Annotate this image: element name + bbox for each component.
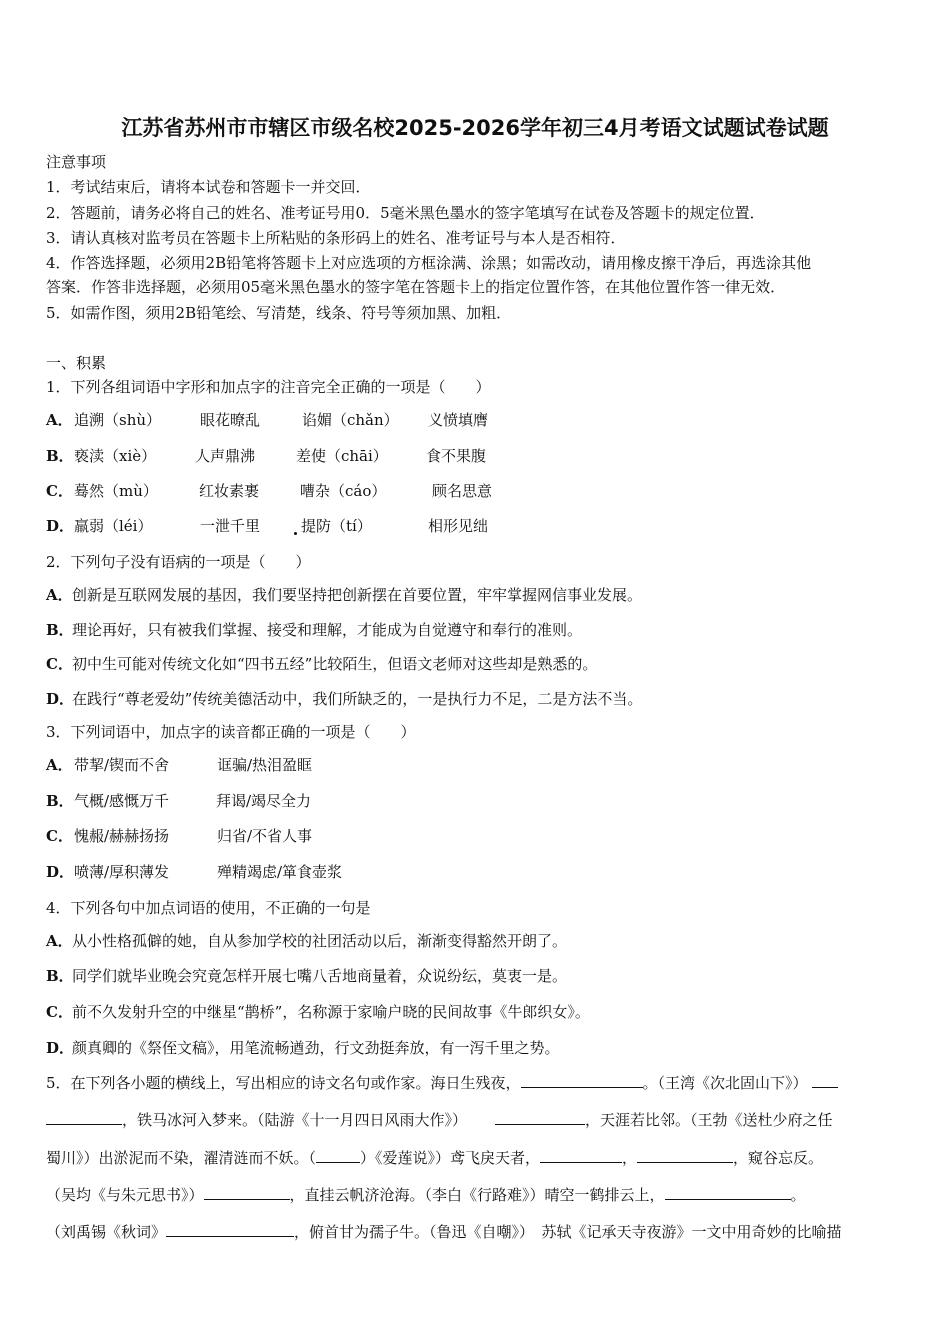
q5-text: 。（王湾《次北固山下》） bbox=[642, 1074, 808, 1092]
q2-option-b bbox=[46, 620, 582, 640]
q5-text: （刘禹锡《秋词》 bbox=[46, 1223, 167, 1241]
q1a-word2: 眼花暸乱 bbox=[200, 411, 261, 429]
option-label: A． bbox=[46, 932, 73, 950]
q5-text: ，天涯若比邻。（王勃《送杜少府之任 bbox=[585, 1111, 833, 1129]
q1b-word1: 亵渎（xiè） bbox=[74, 447, 157, 465]
option-label: D． bbox=[46, 863, 75, 881]
question-2-stem: 2．下列句子没有语病的一项是（ ） bbox=[46, 553, 311, 571]
option-text: 初中生可能对传统文化如“四书五经”比较陌生，但语文老师对这些却是熟悉的。 bbox=[72, 655, 598, 673]
q5-text: ，窥谷忘反。 bbox=[733, 1149, 824, 1167]
answer-blank[interactable] bbox=[521, 1073, 643, 1088]
q1-option-d bbox=[46, 516, 75, 536]
q5-text: 。 bbox=[790, 1186, 806, 1204]
q5-text: （吴均《与朱元思书》） bbox=[46, 1186, 204, 1204]
option-label: C． bbox=[46, 655, 73, 673]
q3-option-b bbox=[46, 791, 72, 811]
answer-blank[interactable] bbox=[166, 1222, 294, 1237]
question-5-line-2 bbox=[46, 1110, 906, 1130]
answer-blank[interactable] bbox=[540, 1148, 622, 1163]
notice-item-3: 3．请认真核对监考员在答题卡上所粘贴的条形码上的姓名、准考证号与本人是否相符． bbox=[46, 229, 626, 247]
page-title: 江苏省苏州市市辖区市级名校2025-2026学年初三4月考语文试题试卷试题 bbox=[121, 116, 829, 140]
option-text: 颜真卿的《祭侄文稿》，用笔流畅遒劲，行文劲挺奔放，有一泻千里之势。 bbox=[72, 1039, 560, 1057]
q5-text: 5．在下列各小题的横线上，写出相应的诗文名句或作家。海日生残夜， bbox=[46, 1074, 521, 1092]
question-3-stem: 3．下列词语中，加点字的读音都正确的一项是（ ） bbox=[46, 723, 416, 741]
answer-blank[interactable] bbox=[637, 1148, 733, 1163]
q3b-word2: 拜谒/竭尽全力 bbox=[216, 792, 312, 810]
option-text: 理论再好，只有被我们掌握、接受和理解，才能成为自觉遵守和奉行的准则。 bbox=[72, 621, 583, 639]
q3a-word1: 带挈/锲而不舍 bbox=[74, 756, 170, 774]
q1d-word4: 相形见绌 bbox=[428, 517, 489, 535]
section-heading: 一、积累 bbox=[46, 354, 107, 372]
notice-heading: 注意事项 bbox=[46, 153, 107, 171]
q5-text: 蜀川》）出淤泥而不染，濯清涟而不妖。（ bbox=[46, 1149, 317, 1167]
option-label: B． bbox=[46, 447, 74, 465]
answer-blank[interactable] bbox=[46, 1110, 122, 1125]
emphasis-dot bbox=[294, 532, 297, 535]
q1a-word3: 谄媚（chǎn） bbox=[302, 411, 399, 429]
option-label: A． bbox=[46, 756, 73, 774]
q1-option-a bbox=[46, 410, 72, 430]
option-text: 创新是互联网发展的基因，我们要坚持把创新摆在首要位置，牢牢掌握网信事业发展。 bbox=[72, 586, 643, 604]
notice-item-5: 5．如需作图，须用2B铅笔绘、写清楚，线条、符号等须加黑、加粗． bbox=[46, 304, 512, 322]
option-text: 在践行“尊老爱幼”传统美德活动中，我们所缺乏的，一是执行力不足，二是方法不当。 bbox=[72, 690, 643, 708]
answer-blank[interactable] bbox=[204, 1185, 290, 1200]
option-label: C． bbox=[46, 482, 73, 500]
q5-text: ，直挂云帆济沧海。（李白《行路难》）晴空一鹤排云上， bbox=[289, 1186, 665, 1204]
option-label: D． bbox=[46, 517, 75, 535]
q3d-word2: 殚精竭虑/箪食壶浆 bbox=[217, 863, 343, 881]
notice-item-4-cont: 答案．作答非选择题，必须用05毫米黑色墨水的签字笔在答题卡上的指定位置作答，在其他位置作答一律无效． bbox=[46, 278, 786, 296]
q1c-word3: 嘈杂（cáo） bbox=[300, 482, 387, 500]
q2-option-a bbox=[46, 585, 642, 605]
option-text: 从小性格孤僻的她，自从参加学校的社团活动以后，渐渐变得豁然开朗了。 bbox=[72, 932, 568, 950]
option-label: B． bbox=[46, 967, 74, 985]
q1a-word1: 追溯（shù） bbox=[74, 411, 162, 429]
q4-option-a bbox=[46, 931, 567, 951]
q1c-word2: 红妆素裹 bbox=[199, 482, 260, 500]
question-4-stem: 4．下列各句中加点词语的使用，不正确的一句是 bbox=[46, 899, 371, 917]
answer-blank[interactable] bbox=[495, 1110, 585, 1125]
q4-option-d bbox=[46, 1038, 560, 1058]
option-label: A． bbox=[46, 411, 73, 429]
q1b-word4: 食不果腹 bbox=[426, 447, 487, 465]
question-5-line-5 bbox=[46, 1222, 906, 1242]
q2-option-d bbox=[46, 689, 642, 709]
question-5-line-3 bbox=[46, 1148, 906, 1168]
q1d-word3: 提防（tí） bbox=[301, 517, 372, 535]
answer-blank[interactable] bbox=[665, 1185, 791, 1200]
notice-item-1: 1．考试结束后，请将本试卷和答题卡一并交回． bbox=[46, 178, 371, 196]
q3-option-d bbox=[46, 862, 75, 882]
q2-option-c bbox=[46, 654, 597, 674]
option-label: A． bbox=[46, 586, 73, 604]
q5-text: ）《爱莲说》）鸢飞戾天者， bbox=[360, 1149, 541, 1167]
option-label: B． bbox=[46, 621, 74, 639]
q1b-word2: 人声鼎沸 bbox=[195, 447, 256, 465]
q1d-word2: 一泄千里 bbox=[200, 517, 261, 535]
q3-option-c bbox=[46, 826, 72, 846]
q1c-word1: 蓦然（mù） bbox=[74, 482, 158, 500]
option-text: 前不久发射升空的中继星“鹊桥”，名称源于家喻户晓的民间故事《牛郎织女》。 bbox=[72, 1003, 590, 1021]
q5-text: ， bbox=[622, 1149, 638, 1167]
q4-option-c bbox=[46, 1002, 590, 1022]
q3a-word2: 诓骗/热泪盈眶 bbox=[217, 756, 313, 774]
question-5-line-1 bbox=[46, 1073, 906, 1093]
answer-blank[interactable] bbox=[812, 1073, 838, 1088]
option-label: D． bbox=[46, 690, 75, 708]
q1c-word4: 顾名思意 bbox=[432, 482, 493, 500]
q1-option-b bbox=[46, 446, 72, 466]
q3b-word1: 气概/感慨万千 bbox=[74, 792, 170, 810]
option-label: D． bbox=[46, 1039, 75, 1057]
notice-item-2: 2．答题前，请务必将自己的姓名、准考证号用0．5毫米黑色墨水的签字笔填写在试卷及答题卡的规定位置． bbox=[46, 204, 765, 222]
q3-option-a bbox=[46, 755, 72, 775]
q5-text: ，俯首甘为孺子牛。（鲁迅《自嘲》） 苏轼《记承天寺夜游》一文中用奇妙的比喻描 bbox=[294, 1223, 842, 1241]
q3d-word1: 喷薄/厚积薄发 bbox=[74, 863, 170, 881]
option-label: B． bbox=[46, 792, 74, 810]
q4-option-b bbox=[46, 966, 567, 986]
q1b-word3: 差使（chāi） bbox=[296, 447, 388, 465]
answer-blank[interactable] bbox=[316, 1148, 360, 1163]
option-label: C． bbox=[46, 1003, 73, 1021]
q3c-word2: 归省/不省人事 bbox=[217, 827, 313, 845]
q5-text: ，铁马冰河入梦来。（陆游《十一月四日风雨大作》） bbox=[122, 1111, 468, 1129]
q1d-word1: 羸弱（léi） bbox=[74, 517, 153, 535]
option-label: C． bbox=[46, 827, 73, 845]
q1-option-c bbox=[46, 481, 72, 501]
q1a-word4: 义愤填膺 bbox=[428, 411, 489, 429]
option-text: 同学们就毕业晚会究竟怎样开展七嘴八舌地商量着，众说纷纭，莫衷一是。 bbox=[72, 967, 568, 985]
q3c-word1: 愧赧/赫赫扬扬 bbox=[74, 827, 170, 845]
question-5-line-4 bbox=[46, 1185, 906, 1205]
question-1-stem: 1．下列各组词语中字形和加点字的注音完全正确的一项是（ ） bbox=[46, 378, 491, 396]
notice-item-4: 4．作答选择题，必须用2B铅笔将答题卡上对应选项的方框涂满、涂黑；如需改动，请用橡皮擦干净后，再选涂其他 bbox=[46, 254, 812, 272]
